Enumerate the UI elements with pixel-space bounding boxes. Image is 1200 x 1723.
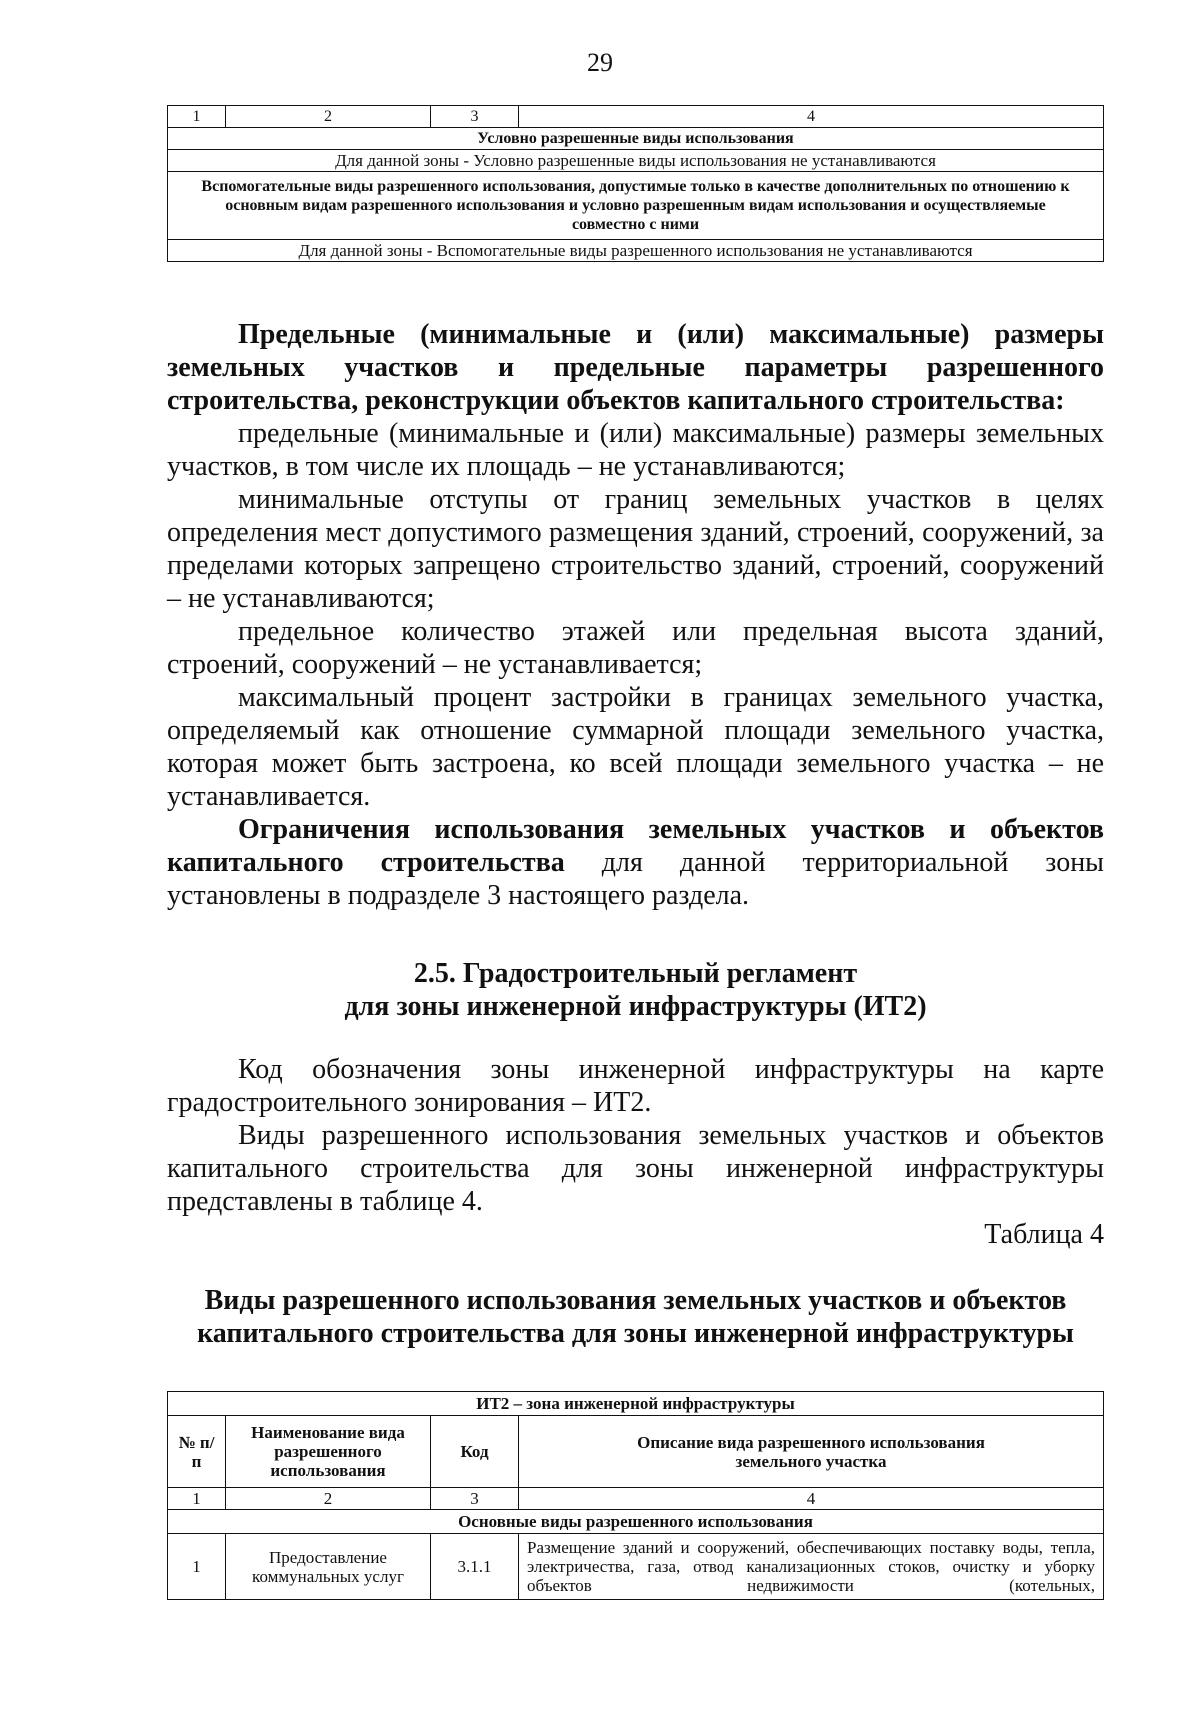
restrictions-rest: для данной территориальной зоны установлены в подразделе 3 настоящего раздела.	[167, 847, 1104, 911]
table-row	[168, 1534, 1104, 1600]
header-number: № п/п	[168, 1416, 226, 1488]
header-code: Код	[431, 1416, 519, 1488]
section-body	[167, 1053, 1104, 1251]
row-number: 1	[168, 1534, 226, 1600]
col-number-3: 3	[431, 1488, 519, 1510]
auxiliary-header: Вспомогательные виды разрешенного использования, допустимые только в качестве дополнительных по отношению к основным видам разрешенного использования и условно разрешенным видам использования и осуществляемые совместно с ними	[168, 172, 1104, 240]
permitted-uses-table	[167, 1391, 1104, 1600]
table-title-line-1: Виды разрешенного использования земельных участков и объектов	[204, 1285, 1067, 1316]
section-title-line-2: для зоны инженерной инфраструктуры (ИТ2)	[344, 991, 927, 1022]
restrictions-paragraph	[167, 813, 1104, 912]
limits-section	[167, 318, 1104, 912]
header-description: Описание вида разрешенного использования земельного участка	[519, 1416, 1104, 1488]
auxiliary-note: Для данной зоны - Вспомогательные виды разрешенного использования не устанавливаются	[168, 240, 1104, 262]
limits-paragraph-4: максимальный процент застройки в границах земельного участка, определяемый как отношение суммарной площади земельного участка, которая может быть застроена, ко всей площади земельного участка – не устанавливается.	[167, 682, 1104, 812]
row-code: 3.1.1	[431, 1534, 519, 1600]
col-number-3: 3	[431, 106, 519, 128]
limits-paragraph-1: предельные (минимальные и (или) максимальные) размеры земельных участков, в том числе их площадь – не устанавливаются;	[167, 418, 1104, 482]
main-uses-header: Основные виды разрешенного использования	[168, 1510, 1104, 1534]
col-number-2: 2	[226, 1488, 431, 1510]
conditional-note: Для данной зоны - Условно разрешенные виды использования не устанавливаются	[168, 150, 1104, 172]
row-name: Предоставление коммунальных услуг	[226, 1534, 431, 1600]
section-paragraph-1: Код обозначения зоны инженерной инфраструктуры на карте градостроительного зонирования – ИТ2.	[167, 1054, 1104, 1118]
conditional-header: Условно разрешенные виды использования	[168, 128, 1104, 150]
section-title-line-1: 2.5. Градостроительный регламент	[413, 958, 858, 989]
zone-header: ИТ2 – зона инженерной инфраструктуры	[168, 1392, 1104, 1416]
table-label: Таблица 4	[984, 1219, 1104, 1250]
col-number-4: 4	[519, 1488, 1104, 1510]
col-number-1: 1	[168, 1488, 226, 1510]
col-number-4: 4	[519, 106, 1104, 128]
table-title	[167, 1284, 1104, 1350]
limits-paragraph-3: предельное количество этажей или предельная высота зданий, строений, сооружений – не устанавливается;	[167, 616, 1104, 680]
section-paragraph-2: Виды разрешенного использования земельных участков и объектов капитального строительства для зоны инженерной инфраструктуры представлены в таблице 4.	[167, 1120, 1104, 1217]
top-table	[167, 105, 1104, 262]
header-name: Наименование вида разрешенного использования	[226, 1416, 431, 1488]
col-number-1: 1	[168, 106, 226, 128]
table-title-line-2: капитального строительства для зоны инженерной инфраструктуры	[197, 1318, 1074, 1349]
section-title	[167, 957, 1104, 1023]
row-description: Размещение зданий и сооружений, обеспечивающих поставку воды, тепла, электричества, газа, отвод канализационных стоков, очистку и уборку объектов недвижимости (котельных,	[519, 1534, 1104, 1600]
col-number-2: 2	[226, 106, 431, 128]
limits-heading: Предельные (минимальные и (или) максимальные) размеры земельных участков и предельные параметры разрешенного строительства, реконструкции объектов капитального строительства:	[167, 319, 1104, 416]
restrictions-bold: Ограничения использования земельных участков и объектов капитального строительства	[167, 814, 1104, 878]
limits-paragraph-2: минимальные отступы от границ земельных участков в целях определения мест допустимого размещения зданий, строений, сооружений, за пределами которых запрещено строительство зданий, строений, сооружений – не устанавливаются;	[167, 484, 1104, 614]
page-number: 29	[587, 48, 613, 77]
